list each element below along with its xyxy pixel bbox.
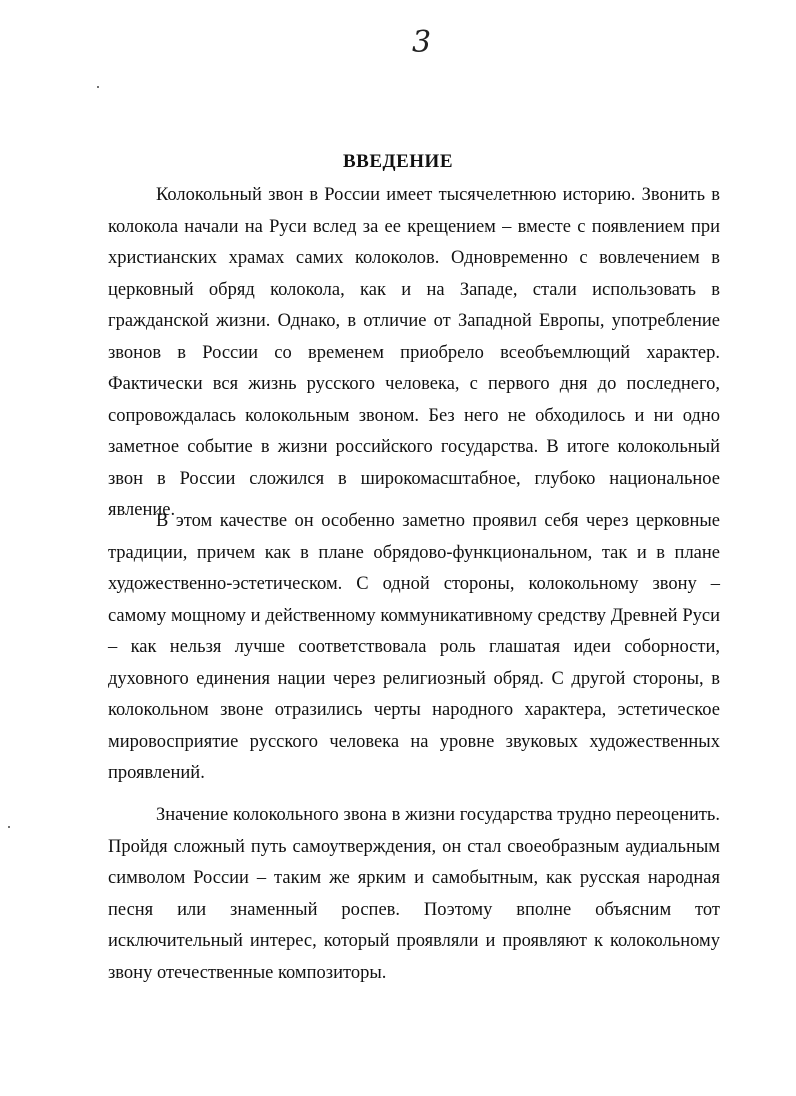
paragraph-3: Значение колокольного звона в жизни государства трудно переоценить. Пройдя сложный путь самоутверждения, он стал своеобразным аудиальным символом России – таким же ярким и самобытным, как русская народная песня или знаменный роспев. Поэтому вполне объясним тот исключительный интерес, который проявляли и проявляют к колокольному звону отечественные композиторы.	[108, 805, 720, 983]
scan-speck-1	[97, 86, 99, 88]
paragraph-2: В этом качестве он особенно заметно проявил себя через церковные традиции, причем как в плане обрядово-функциональном, так и в плане художественно-эстетическом. С одной стороны, колокольному звону – самому мощному и действенному коммуникативному средству Древней Руси – как нельзя лучше соответствовала роль глашатая идеи соборности, духовного единения нации через религиозный обряд. С другой стороны, в колокольном звоне отразились черты народного характера, эстетическое мировосприятие русского человека на уровне звуковых художественных проявлений.	[108, 511, 720, 783]
paragraph-1: Колокольный звон в России имеет тысячелетнюю историю. Звонить в колокола начали на Руси вслед за ее крещением – вместе с появлением при христианских храмах самих колоколов. Одновременно с вовлечением в церковный обряд колокола, как и на Западе, стали использовать в гражданской жизни. Однако, в отличие от Западной Европы, употребление звонов в России со временем приобрело всеобъемлющий характер. Фактически вся жизнь русского человека, с первого дня до последнего, сопровождалась колокольным звоном. Без него не обходилось и ни одно заметное событие в жизни российского государства. В итоге колокольный звон в России сложился в широкомасштабное, глубоко национальное явление.	[108, 185, 720, 520]
page-number: 3	[412, 25, 432, 60]
page-heading: ВВЕДЕНИЕ	[343, 151, 453, 172]
scan-speck-2	[8, 826, 10, 828]
